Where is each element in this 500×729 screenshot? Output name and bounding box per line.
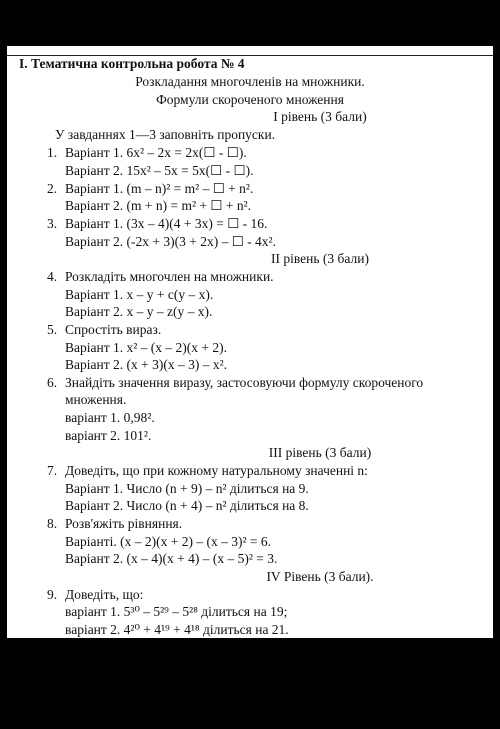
task-number: 3. [47, 216, 58, 231]
task-line: Варіант 1. x – y + c(y – x). [65, 287, 214, 302]
task-line: варіант 1. 0,98². [65, 410, 155, 425]
task-line: варіант 1. 5³⁰ – 5²⁹ – 5²⁸ ділиться на 19; [65, 604, 288, 619]
task-line: Варіант 1. (3x – 4)(4 + 3x) = ☐ - 16. [65, 216, 268, 231]
task-line: Спростіть вираз. [65, 322, 162, 337]
level-4-heading: IV Рівень (3 бали). [266, 569, 374, 584]
task-line: Варіант 2. 15x² – 5x = 5x(☐ - ☐). [65, 163, 254, 178]
task-line: Варіант 1. x² – (x – 2)(x + 2). [65, 340, 228, 355]
task-number: 8. [47, 516, 58, 531]
task-line: Варіант 2. (x – 4)(x + 4) – (x – 5)² = 3. [65, 551, 278, 566]
task-line: множення. [65, 392, 127, 407]
task-line: Варіанті. (x – 2)(x + 2) – (x – 3)² = 6. [65, 534, 271, 549]
task-line: Варіант 1. (m – n)² = m² – ☐ + n². [65, 181, 254, 196]
task-line: Варіант 1. 6x² – 2x = 2x(☐ - ☐). [65, 145, 247, 160]
task-line: Варіант 2. (x + 3)(x – 3) – x². [65, 357, 228, 372]
tasks-intro: У завданнях 1—3 заповніть пропуски. [55, 127, 276, 142]
level-3-heading: ІІІ рівень (3 бали) [268, 445, 372, 460]
task-line: Варіант 1. Число (n + 9) – n² ділиться на 9. [65, 481, 309, 496]
document-page [7, 46, 493, 638]
task-line: Доведіть, що при кожному натуральному значенні n: [65, 463, 368, 478]
task-line: Варіант 2. x – y – z(y – x). [65, 304, 213, 319]
task-number: 7. [47, 463, 58, 478]
task-number: 1. [47, 145, 58, 160]
task-line: Варіант 2. Число (n + 4) – n² ділиться на 8. [65, 498, 309, 513]
task-number: 9. [47, 587, 58, 602]
document-title: І. Тематична контрольна робота № 4 [19, 56, 245, 71]
topic-line-2: Формули скороченого множення [156, 92, 344, 107]
task-line: Розкладіть многочлен на множники. [65, 269, 274, 284]
topic-line-1: Розкладання многочленів на множники. [135, 74, 365, 89]
task-number: 5. [47, 322, 58, 337]
task-line: Варіант 2. (m + n) = m² + ☐ + n². [65, 198, 252, 213]
task-number: 4. [47, 269, 58, 284]
task-number: 2. [47, 181, 58, 196]
task-line: Знайдіть значення виразу, застосовуючи формулу скороченого [65, 375, 424, 390]
task-line: Варіант 2. (-2x + 3)(3 + 2x) – ☐ - 4x². [65, 234, 276, 249]
task-line: Доведіть, що: [65, 587, 144, 602]
task-line: варіант 2. 101². [65, 428, 152, 443]
task-line: варіант 2. 4²⁰ + 4¹⁹ + 4¹⁸ ділиться на 21. [65, 622, 289, 637]
task-line: Розв'яжіть рівняння. [65, 516, 183, 531]
level-2-heading: ІІ рівень (3 бали) [271, 251, 369, 266]
level-1-heading: І рівень (3 бали) [273, 109, 367, 124]
task-number: 6. [47, 375, 58, 390]
